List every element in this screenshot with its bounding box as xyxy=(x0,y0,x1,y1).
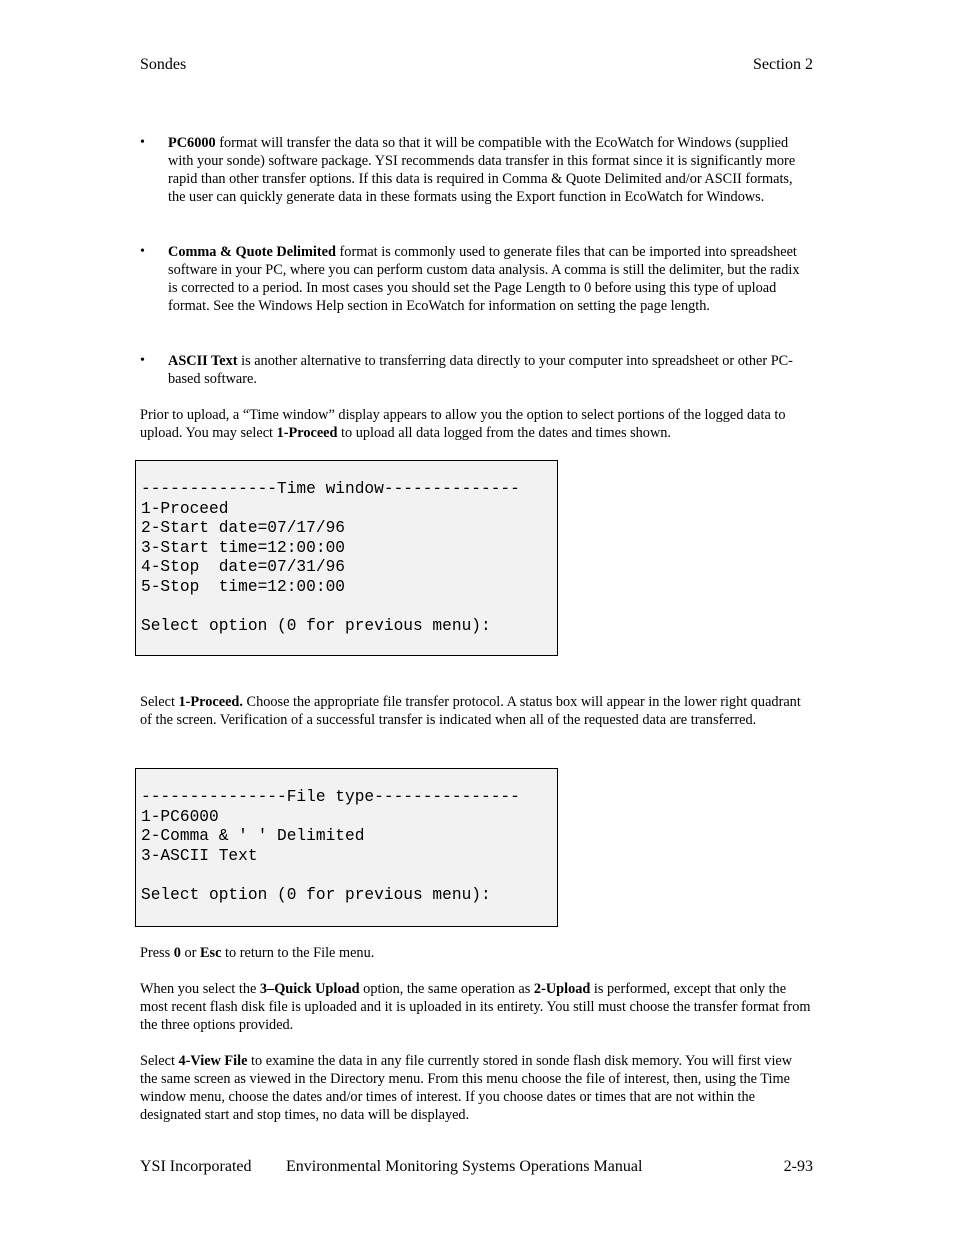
file-type-screen xyxy=(135,768,558,927)
text-run: or xyxy=(180,945,200,961)
footer-company: YSI Incorporated xyxy=(140,1158,252,1175)
header-right: Section 2 xyxy=(753,56,813,73)
bold-run: 4-View File xyxy=(178,1053,248,1069)
text-run: When you select the xyxy=(140,981,260,997)
text-run: to upload all data logged from the dates and times shown. xyxy=(337,425,672,441)
footer-page-number: 2-93 xyxy=(783,1158,813,1175)
terminal-line xyxy=(141,866,557,886)
paragraph-select-proceed xyxy=(140,693,812,729)
terminal-line: 1-PC6000 xyxy=(141,807,219,826)
bullet-term: Comma & Quote Delimited xyxy=(168,244,336,260)
time-window-screen xyxy=(135,460,558,656)
bold-run: 3–Quick Upload xyxy=(259,981,360,997)
footer-manual-title: Environmental Monitoring Systems Operations Manual xyxy=(286,1158,643,1175)
bullet-item-comma-quote xyxy=(168,243,812,315)
bold-run: 2-Upload xyxy=(533,981,591,997)
bold-run: Esc xyxy=(199,945,222,961)
bullet-icon: • xyxy=(140,353,145,368)
bold-run: 1-Proceed xyxy=(276,425,338,441)
bullet-body: is another alternative to transferring data directly to your computer into spreadsheet or other PC-based software. xyxy=(168,353,793,387)
text-run: to return to the File menu. xyxy=(221,945,375,961)
bullet-icon: • xyxy=(140,135,145,150)
bullet-icon: • xyxy=(140,244,145,259)
bullet-body: format is commonly used to generate files that can be imported into spreadsheet software in your PC, where you can perform custom data analysis. A comma is still the delimiter, but the radix is corrected to a period. In most cases you should set the Page Length to 0 before using this type of upload format. See the Windows Help section in EcoWatch for information on setting the page length. xyxy=(168,244,800,314)
text-run: Select xyxy=(140,694,179,710)
bold-run: 0 xyxy=(173,945,181,961)
terminal-line: 2-Start date=07/17/96 xyxy=(141,519,345,538)
terminal-line: Select option (0 for previous menu): xyxy=(141,617,491,636)
text-run: Choose the appropriate file transfer protocol. A status box will appear in the lower right quadrant of the screen. Verification of a successful transfer is indicated when all of the requested data are transferred. xyxy=(140,694,801,728)
text-run: is performed, except that only the most recent flash disk file is uploaded and it is uploaded in its entirety. You still must choose the transfer format from the three options provided. xyxy=(140,981,811,1033)
terminal-line: Select option (0 for previous menu): xyxy=(141,885,491,904)
bullet-body: format will transfer the data so that it will be compatible with the EcoWatch for Windows (supplied with your sonde) software package. YSI recommends data transfer in this format since it is significantly more rapid than other transfer options. If this data is required in Comma & Quote Delimited and/or ASCII formats, the user can quickly generate data in these formats using the Export function in EcoWatch for Windows. xyxy=(168,135,796,205)
text-run: Select xyxy=(140,1053,179,1069)
bullet-item-pc6000 xyxy=(168,134,812,206)
bullet-item-ascii xyxy=(168,352,812,388)
paragraph-view-file xyxy=(140,1052,812,1124)
terminal-line: --------------Time window-------------- xyxy=(141,480,520,498)
header-left: Sondes xyxy=(140,56,187,73)
terminal-line: 5-Stop time=12:00:00 xyxy=(141,577,345,596)
terminal-line: 3-Start time=12:00:00 xyxy=(141,538,345,557)
paragraph-prior-upload xyxy=(140,406,812,442)
bullet-term: ASCII Text xyxy=(168,353,238,369)
paragraph-press-esc xyxy=(140,944,812,962)
terminal-line: 1-Proceed xyxy=(141,499,229,518)
text-run: Press xyxy=(140,945,174,961)
terminal-line xyxy=(141,598,557,618)
terminal-line: 3-ASCII Text xyxy=(141,846,258,865)
bold-run: 1-Proceed. xyxy=(178,694,243,710)
terminal-line: 4-Stop date=07/31/96 xyxy=(141,558,345,577)
paragraph-quick-upload xyxy=(140,980,812,1034)
text-run: to examine the data in any file currently stored in sonde flash disk memory. You will first view the same screen as viewed in the Directory menu. From this menu choose the file of interest, then, using the Time window menu, choose the dates and/or times of interest. If you choose dates or times that are not within the designated start and stop times, no data will be displayed. xyxy=(140,1053,793,1123)
text-run: Prior to upload, a “Time window” display appears to allow you the option to select portions of the logged data to upload. You may select xyxy=(140,407,786,441)
text-run: option, the same operation as xyxy=(359,981,534,997)
terminal-line: ---------------File type--------------- xyxy=(141,788,520,806)
terminal-line: 2-Comma & ' ' Delimited xyxy=(141,827,365,846)
bullet-term: PC6000 xyxy=(168,135,216,151)
